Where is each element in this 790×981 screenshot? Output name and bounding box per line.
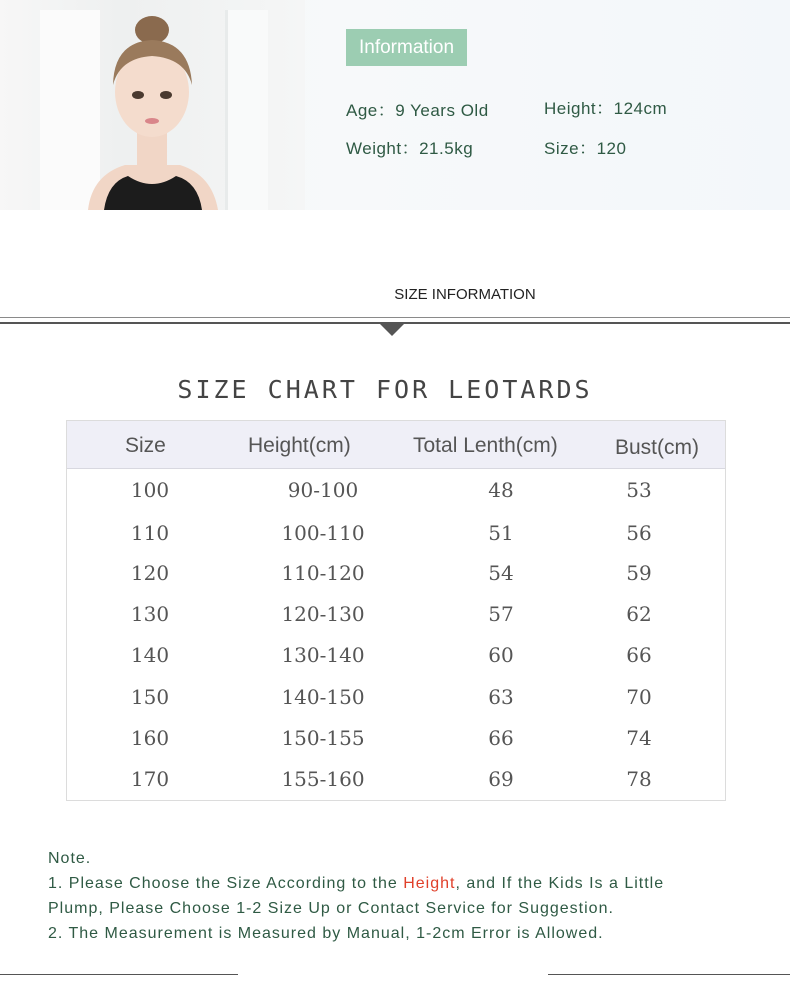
model-photo <box>0 0 305 210</box>
note-line-2: Plump, Please Choose 1-2 Size Up or Contact Service for Suggestion. <box>48 900 614 917</box>
cell-size: 100 <box>130 478 170 502</box>
footer-divider-right <box>548 974 790 975</box>
table-row <box>67 685 725 726</box>
model-weight: Weight：21.5kg <box>346 139 474 158</box>
model-info-banner <box>0 0 790 210</box>
table-row <box>67 521 725 562</box>
table-row <box>67 767 725 808</box>
cell-total-length: 51 <box>488 521 514 545</box>
note-highlight-height: Height <box>403 875 456 892</box>
cell-bust: 78 <box>626 767 652 791</box>
cell-size: 150 <box>130 685 170 709</box>
cell-height: 150-155 <box>281 726 365 750</box>
cell-size: 170 <box>130 767 170 791</box>
size-chart-table <box>66 420 726 801</box>
cell-total-length: 48 <box>488 478 514 502</box>
child-model-illustration <box>0 0 305 210</box>
table-row <box>67 726 725 767</box>
information-badge: Information <box>346 29 467 66</box>
cell-height: 100-110 <box>281 521 365 545</box>
section-divider <box>0 317 790 318</box>
cell-total-length: 63 <box>488 685 514 709</box>
note-heading: Note. <box>48 850 92 867</box>
size-chart-title: SIZE CHART FOR LEOTARDS <box>177 375 593 404</box>
cell-bust: 59 <box>626 561 652 585</box>
note-line-1-text-end: , and If the Kids Is a Little <box>455 875 665 892</box>
cell-total-length: 54 <box>488 561 514 585</box>
footer-divider-left <box>0 974 238 975</box>
cell-bust: 53 <box>626 478 652 502</box>
cell-bust: 74 <box>626 726 652 750</box>
table-row <box>67 561 725 602</box>
cell-height: 110-120 <box>281 561 365 585</box>
model-age: Age：9 Years Old <box>346 101 489 120</box>
cell-bust: 62 <box>626 602 652 626</box>
table-row <box>67 478 725 519</box>
column-header-size: Size <box>125 434 166 457</box>
column-header-total-length: Total Lenth(cm) <box>413 434 558 457</box>
cell-total-length: 60 <box>488 643 514 667</box>
cell-size: 110 <box>130 521 170 545</box>
cell-size: 140 <box>130 643 170 667</box>
size-information-heading: SIZE INFORMATION <box>394 286 536 303</box>
table-header <box>67 421 725 469</box>
cell-bust: 66 <box>626 643 652 667</box>
cell-size: 120 <box>130 561 170 585</box>
cell-size: 160 <box>130 726 170 750</box>
model-size: Size：120 <box>544 139 627 158</box>
cell-size: 130 <box>130 602 170 626</box>
column-header-height: Height(cm) <box>248 434 351 457</box>
note-line-3: 2. The Measurement is Measured by Manual, 1-2cm Error is Allowed. <box>48 925 604 942</box>
note-line-1-text: 1. Please Choose the Size According to the <box>48 875 404 892</box>
column-header-bust: Bust(cm) <box>615 436 699 459</box>
cell-total-length: 66 <box>488 726 514 750</box>
cell-total-length: 69 <box>488 767 514 791</box>
cell-height: 140-150 <box>281 685 365 709</box>
cell-bust: 70 <box>626 685 652 709</box>
cell-bust: 56 <box>626 521 652 545</box>
note-line-1 <box>48 875 664 893</box>
divider-arrow-icon <box>380 324 404 336</box>
cell-height: 90-100 <box>287 478 359 502</box>
cell-height: 155-160 <box>281 767 365 791</box>
cell-height: 120-130 <box>281 602 365 626</box>
table-row <box>67 602 725 643</box>
model-height: Height：124cm <box>544 99 668 118</box>
cell-height: 130-140 <box>281 643 365 667</box>
table-row <box>67 643 725 684</box>
cell-total-length: 57 <box>488 602 514 626</box>
